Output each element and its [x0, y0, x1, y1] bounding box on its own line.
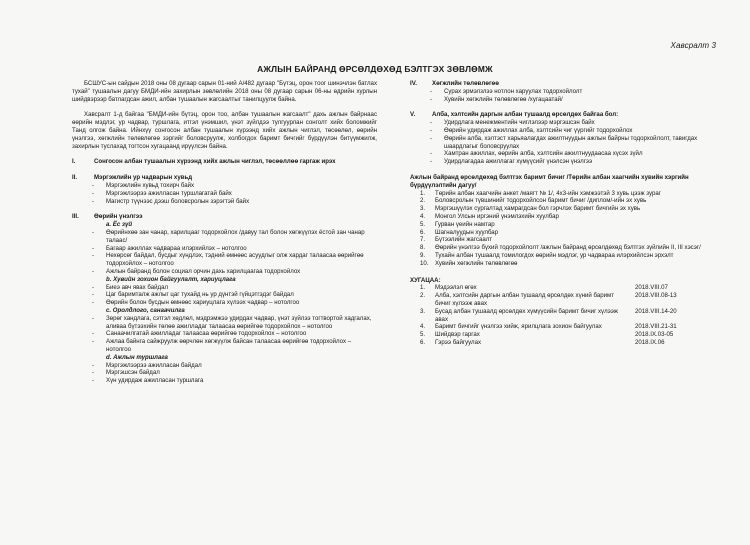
intro-paragraph-1: БСШУС-ын сайдын 2018 оны 08 дугаар сарын 01-ний А/482 дугаар "Бүтэц, орон тоог шинэчлэн батлах тухай" тушаалын дагуу БМДИ-ийн захирлын зөвлөлийн 2018 оны 08 дугаар сарын 06-ны өдрийн хурлын шийдвэрээр батлагдсан ажил, албан тушаалын жагсаалтыг танилцуулж байна.	[72, 80, 377, 103]
list-item: - Санаачилгатай ажилладаг талаасаа өөрийгөө тодорхойлох – нотолгоо	[92, 330, 377, 338]
appendix-label: Хавсралт 3	[670, 41, 716, 50]
document-item	[420, 252, 720, 260]
item-text: Мэргэшүүлэх сургалтад хамрагдсан бол гэрчлэх баримт бичгийн эх хувь	[435, 205, 641, 213]
row-number: 6.	[420, 338, 426, 346]
subsection-a-list	[72, 229, 377, 276]
document-item	[420, 205, 720, 213]
item-text: Өөрийн үнэлгээ бүхий тодорхойлолт /ажлын байранд өрсөлдөхөд бэлтгэх зүйлийн II, III хэсэг/	[435, 244, 701, 252]
row-number: 3.	[420, 307, 426, 315]
table-row	[420, 339, 715, 347]
section-title: Хөгжлийн төлөвлөгөө	[432, 80, 499, 87]
list-item: - Хүн удирдаж ажилласан туршлага	[92, 377, 377, 385]
table-row	[420, 284, 715, 292]
table-row	[420, 331, 715, 339]
section-number: III.	[72, 213, 79, 221]
row-date: 2018.VIII.07	[635, 284, 668, 292]
section-3-heading	[72, 213, 377, 221]
row-task: Алба, хэлтсийн даргын албан тушаалд өрсөлдөх хүний баримт бичиг хүлээж авах	[435, 292, 615, 307]
section-number: V.	[410, 111, 416, 119]
row-task: Баримт бичгийг үнэлгээ хийж, ярилцлага зохион байгуулах	[435, 323, 602, 331]
item-text: Шагналуудын хуулбар	[435, 228, 499, 236]
item-text: Монгол Улсын иргэний үнэмлэхийн хуулбар	[435, 212, 559, 220]
list-item: - Зөрөг хандлага, сэтгэл хөдлөл, мэдрэмжээ удирдах чадвар, үнэт зүйлээ тогтвортой хадгалах, аливаа бүтээхийн төлөө ажилладаг талаасаа өөрийгөө тодорхойлох – нотолгоо	[92, 315, 377, 331]
item-number: 3.	[420, 205, 426, 213]
list-item: - Багаар ажиллах чадвараа илэрхийлэх – нотолгоо	[92, 245, 377, 253]
list-item: - Цаг баримталж ажлыг цаг тухайд нь ур дүнтэй гүйцэтгэдэг байдал	[92, 291, 377, 299]
list-item: - Мэргэжлээрээ ажилласан байдал	[92, 362, 377, 370]
section-5-heading	[410, 111, 720, 119]
item-text: Гурван үеийн намтар	[435, 220, 495, 228]
table-row	[420, 323, 715, 331]
section-2-heading	[72, 174, 377, 182]
item-number: 6.	[420, 228, 426, 236]
item-number: 4.	[420, 212, 426, 220]
section-1-heading	[72, 158, 377, 166]
row-task: Шийдвэр гаргах	[435, 331, 480, 339]
right-column	[410, 80, 720, 347]
section-2-list	[72, 182, 377, 205]
item-number: 5.	[420, 220, 426, 228]
document-item	[420, 229, 720, 237]
row-number: 1.	[420, 284, 426, 292]
list-item: - Нехөрсөг байдал, бусдыг хүндлэх, тэдний өмнөөс асуудлыг олж хардаг талаасаа өөрийгөө тодорхойлох – нотолгоо	[92, 252, 377, 268]
row-date: 2018.VIII.21-31	[635, 323, 677, 331]
list-item: - Хувийн хөгжлийн төлөвлөгөө /хугацаатай/	[430, 96, 720, 104]
list-item: - Хамтран ажиллах, өөрийн алба, хэлтсийн ажилтнуудаасаа хүсэх зүйл	[430, 150, 720, 158]
row-task: Гэрээ байгуулах	[435, 338, 482, 346]
intro-paragraph-2: Хавсралт 1-д байгаа "БМДИ-ийн бүтэц, орон тоо, албан тушаалын жагсаалт" дахь ажлын байрнаас өөрийн мэдлэг, ур чадвар, туршлага, итгэл үнэмшил, үнэт зүйлдээ тулгуурлан сонголт хийх боломжийг Танд олгож байна. Ийнхүү сонгосон албан тушаалын хүрээнд хийх ажлын чиглэл, төсөөлөл, өөрийн үнэлгээ, хөгжлийн төлөвлөгөө зэргийг боловсруулж, холбогдох баримт бичгийг бүрдүүлэн битүүмжилж, захирлын туслахад тогтсон хугацаанд ирүүлсэн байна.	[72, 111, 377, 150]
list-item: - Мэргэжлийн хувьд тохирч байх	[92, 182, 377, 190]
section-number: II.	[72, 174, 78, 182]
item-number: 1.	[420, 189, 426, 197]
list-item: - Удирдлага менежментийн чиглэлээр мэргэшсэн байх	[430, 119, 720, 127]
list-item: - Ажлаа байнга сайжруулж өөрчлөн хөгжүүлж байсан талаасаа өөрийгөө тодорхойлох – нотолгоо	[92, 338, 377, 354]
item-number: 9.	[420, 251, 426, 259]
left-column	[72, 80, 377, 385]
subsection-b-list	[72, 284, 377, 307]
row-number: 2.	[420, 292, 426, 300]
item-text: Боловсролын түвшинийг тодорхойлсон баримт бичиг /диплом/-ийн эх хувь	[435, 197, 647, 205]
item-text: Хувийн хөгжлийн төлөвлөгөө	[435, 259, 518, 267]
document-item	[420, 244, 720, 252]
item-text: Төрийн албан хаагчийн анкет /маягт № 1/, 4х3-ийн хэмжээтэй 3 хувь цээж зураг	[435, 189, 661, 197]
documents-list	[410, 190, 720, 268]
section-title: Өөрийн үнэлгээ	[94, 213, 143, 221]
subsection-a-label: a. Ёс зүй	[106, 221, 133, 229]
list-item: - Сурах эрмэлзлээ нотлон харуулах тодорхойлолт	[430, 88, 720, 96]
document-item	[420, 190, 720, 198]
documents-heading: Ажлын байранд өрсөлдөхөд бэлтгэх баримт бичиг /Төрийн албан хаагчийн хувийн хэргийн бүрдүүлэлтийн дагуу/	[410, 173, 689, 189]
row-task: Бусад албан тушаалд өрсөлдөх хүмүүсийн баримт бичиг хүлээж авах	[435, 307, 618, 323]
document-item	[420, 221, 720, 229]
document-item	[420, 213, 720, 221]
document-item	[420, 236, 720, 244]
list-item: - Биеэ авч явах байдал	[92, 284, 377, 292]
row-date: 2018.VIII.08-13	[635, 292, 677, 300]
subsection-c-list	[72, 315, 377, 354]
section-title: Алба, хэлтсийн даргын албан тушаалд өрсөлдөх байгаа бол:	[432, 111, 619, 119]
subsection-c-label: c. Оролдлого, санаачилга	[106, 306, 185, 314]
list-item: - Өөрийн удирдаж ажиллах алба, хэлтсийн чиг үүргийг тодорхойлох	[430, 127, 720, 135]
subsection-d-label: d. Ажлын туршлага	[106, 353, 168, 361]
row-number: 5.	[420, 331, 426, 339]
section-title: Мэргэжлийн ур чадварын хувьд	[94, 174, 193, 182]
section-title: Сонгосон албан тушаалын хүрээнд хийх ажлын чиглэл, төсөөллөө гаргаж ирэх	[94, 158, 336, 166]
row-date: 2018.IX.03-05	[635, 331, 674, 339]
list-item: - Магистр түүнээс дээш боловсролын зэрэгтэй байх	[92, 198, 377, 206]
list-item: - Өөрийн болон бусдын өмнөөс хариуцлага хүлээх чадвар – нотолгоо	[92, 299, 377, 307]
table-row	[420, 308, 715, 324]
row-date: 2018.IX.06	[635, 338, 665, 346]
subsection-d-list	[72, 362, 377, 385]
subsection-b-label: b. Хувийн зохион байгуулалт, хариуцлага	[106, 275, 236, 283]
row-number: 4.	[420, 323, 426, 331]
list-item: - Мэргэшсэн байдал	[92, 369, 377, 377]
row-task: Мэдээлэл өгөх	[435, 284, 477, 292]
schedule-table	[420, 284, 715, 346]
section-number: I.	[72, 158, 76, 166]
section-number: IV.	[410, 80, 417, 87]
list-item: - Удирдлагадаа ажиллагаг хүмүүсийг үнэлсэн үнэлгээ	[430, 158, 720, 166]
schedule-section	[410, 277, 720, 347]
section-5-list	[410, 119, 720, 166]
document-item	[420, 260, 720, 268]
row-date: 2018.VIII.14-20	[635, 307, 677, 315]
list-item: - Өөрийнхөө зан чанар, харилцааг тодорхойлох /давуу тал болон хөгжүүлэх ёстой зан чанар талаас/	[92, 229, 377, 245]
item-number: 2.	[420, 197, 426, 205]
list-item: - Мэргэжлээрээ ажилласан туршлагатай байх	[92, 190, 377, 198]
section-4-heading	[410, 80, 720, 88]
item-number: 8.	[420, 244, 426, 252]
item-text: Тухайн албан тушаалд томилогдох өөрийн мэдлэг, ур чадвараа илэрхийлсэн эрхэлт	[435, 251, 674, 259]
schedule-heading: ХУГАЦАА:	[410, 276, 441, 284]
item-text: Бүтээлийн жагсаалт	[435, 236, 493, 244]
item-number: 7.	[420, 236, 426, 244]
item-number: 10.	[420, 259, 429, 267]
document-item	[420, 197, 720, 205]
table-row	[420, 292, 715, 308]
document-title: АЖЛЫН БАЙРАНД ӨРСӨЛДӨХӨД БЭЛТГЭХ ЗӨВЛӨМЖ	[257, 64, 493, 74]
section-4-list	[410, 88, 720, 104]
list-item: - Ажлын байранд болон социал орчин дахь харилцаагаа тодорхойлох	[92, 268, 377, 276]
list-item: - Өөрийн алба, хэлтэст харьяалагдах ажилтнуудын ажлын байрны тодорхойлолт, тавигдах шаардлагыг боловсруулах	[430, 135, 720, 151]
